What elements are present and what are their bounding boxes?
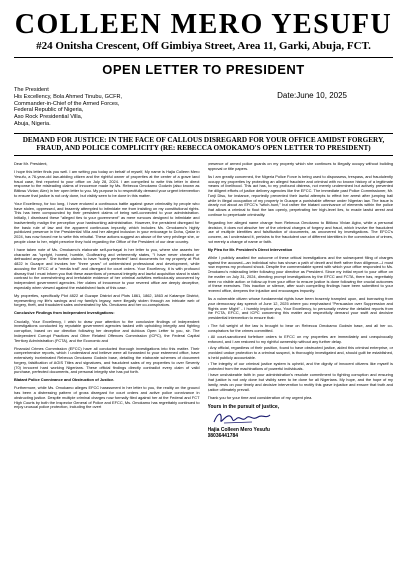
body-paragraph: My properties, specifically Plot 4822 at Guzape District and Plots 1861, 1862, 1863 at Katampe District, representing my life's savings and my family's legacy, were illegally stolen through an intricate web of forgery, theft, and fraudulent sales orchestrated by Ms. Omokamo and her co-conspirators. [14, 292, 200, 308]
letterhead-address: #24 Onitsha Crescent, Off Gimbiya Street, Area 11, Garki, Abuja, FCT. [36, 40, 371, 52]
header-divider [14, 57, 393, 58]
letter-body [14, 162, 393, 537]
bullet-item: • The integrity of our criminal justice system is upheld, and the dignity of innocent citizens like myself is protected from the machinations of powerful individuals. [207, 361, 393, 372]
recipient-line: His Excellency, Bola Ahmed Tinubu, GCFR, [14, 93, 123, 100]
recipient-line: Commander-in-Chief of the Armed Forces, [14, 100, 120, 107]
section-heading: Blatant Police Connivance and Obstruction of Justice. [14, 377, 115, 383]
letter-subtitle: OPEN LETTER TO PRESIDENT [102, 62, 305, 77]
section-heading: My Plea for Mr. President's Direct Intervention [207, 246, 293, 252]
body-paragraph: Regarding her alleged name change from Rebecca Omokamo to Bitikwu Vivian Agbo, while a personal decision, it does not absolve her of the criminal charges of forgery and fraud, which involve the fraudulent use of multiple identities and falsification of documents, as uncovered by investigations. The EFCC's concern, as I understand it, pertains to the fraudulent use of different identities in the commission of crimes, not merely a change of name or faith. [207, 219, 393, 244]
recipient-line: The President [14, 87, 49, 93]
recipient-line: Abuja, Nigeria. [14, 120, 51, 127]
body-paragraph: While I publicly awaited the outcome of these critical investigations and the subsequent filing of charges against the accused—an individual who has shown a path of deceit and theft rather than diligence—I must now express my profound shock. Despite the commendable speed with which your office responded to Ms. Omokamo's misleading letter following your directive as President. Since my initial report to your office on the matter on July 31, 2024, directing prompt investigations by the EFCC and FCTA, there has, regrettably been no visible action or follow-up from your office to ensure justice is done following the crucial outcomes of these exercises. This inaction or silence, after such compelling findings have been submitted to your revered office, deepens the injustice and encourages impunity. [207, 254, 393, 294]
body-paragraph: Your Excellency, for too long, I have endured a continuous battle against grave criminality by people who have stolen, oppressed, and brazenly attempted to intimidate me from insisting on my constitutional rights. This has been compounded by their persistent claims of being well-connected to your administration. Initially, I dismissed these "alleged ties to your government" as mere rumours designed to intimidate and inadvertently malign the perception your hardworking administration. However, the persistent disregard for the basic rule of law and the apparent continuous impunity, which includes Ms. Omokamo's highly publicized presence in the Presidential Villa and her alleged inclusion in your entourage to Doha, Qatar in 2024, has now forced me to write this rebuttal. These actions suggest an abuse of the very privilege she, or people close to her, might perceive they hold regarding the Office of the President of our dear country. [14, 200, 200, 244]
letter-headline: DEMAND FOR JUSTICE: IN THE FACE OF CALLOUS DISREGARD FOR YOUR OFFICE AMIDST FORGERY, FRAUD, AND POLICE COMPLICITY (RE: REBECCA OMOKAMO'S OPEN LETTER TO PRESIDENT) [14, 133, 393, 156]
bullet-item: • The full weight of the law is brought to bear on Rebecca Omokamo Godwin base, and all her co-conspirators for the crimes committed. [207, 323, 393, 333]
body-paragraph: Thank you for your time and consideration of my urgent plea. [207, 394, 313, 400]
section-heading: Conclusive Findings from Independent Investigations: [14, 310, 115, 316]
body-paragraph: Crucially, Your Excellency, I wish to draw your attention to the conclusive findings of independent investigations conducted by reputable government agencies tasked with upholding integrity and fighting corruption, based on our direction following her deceptive and dubious Open Letter to you, sir. The Independent Corrupt Practices and Other Related Offences Commission (ICPC), the Federal Capital Territory Administration (FCTA), and the Economic and [14, 318, 200, 343]
body-paragraph: As I am greatly concerned, the Nigeria Police Force is being used to dispossess, trespass, and fraudulently occupy my properties by protecting an alleged fraudster and criminal with no known history of a legitimate means of livelihood. This act has, to my profound distress, not merely undermined but actively prevented the diligent efforts of justice delivery agencies like the EFCC. The immediate past Police Commissioner, Mr. Tunji Disu, for instance, reportedly prevented their lawful attempts to effect her arrest after jumping bail while in illegal occupation of my property in Guzape a punishable offense under Nigerian law. The issue is clearly not about an EFCC's "witch-hunt," but rather the blatant connivance of elements within the police that allows a criminal to flout the law openly, perpetrating her high-level lies, to evade lawful arrest and continue to perpetuate criminality. [207, 173, 393, 217]
right-column [208, 162, 394, 537]
salutation: Dear Mr. President, [14, 161, 48, 166]
bullet-item: • Any official, regardless of their position, found to have obstructed justice, aided this criminal enterprise, or provided undue protection to a criminal suspect, is thoroughly investigated and, should guilt be established, is held publicly accountable. [207, 345, 393, 360]
letter-date: Date:June 10, 2025 [277, 91, 347, 100]
left-column [14, 162, 200, 537]
body-paragraph: I have taken note of Ms. Omokamo's elaborate self-portrayal in her letter to you, where she asserts her character as "upright, honest, humble, Godfearing and vehemently states, "I have never cheated or defrauded anyone." She further claims to have "solely perfected" land documents for my property at Plot 4822 in Guzape and invokes her "three years" of unblemished professional and development, while accusing the EFCC of a "media trail" and disregard for court orders. Your Excellency, it is with profound dismay that I must inform you that these assertions of personal integrity and lawful acquisition stand in stark contrast to the overwhelming and irrefutable evidence of her criminal activities meticulously uncovered by independent government agencies. Her claims of innocence to your revered office are deeply deceptive, especially when viewed against the established facts of this case. [14, 246, 200, 290]
letterhead-name: COLLEEN MERO YESUFU [14, 9, 393, 40]
sign-off: Yours in the pursuit of justice, [207, 403, 280, 410]
body-paragraph: Financial Crimes Commission (EFCC) have all conducted thorough investigations into this matter. Their comprehensive reports, which I understand and believe were all forwarded to your esteemed office, have extensively incriminated Rebecca Omokamo Godwin base, detailing the elaborate schemes of document forgery, falsification of AGIS Titles and signatures, and fraudulent sales of my properties to over Seventy (70) innocent hard working Nigerians. These official findings directly contradict every claim of valid purchase, perfected documents, and personal integrity she has put forth. [14, 345, 200, 375]
recipient-line: Aso Rock Presidential Villa, [14, 114, 83, 121]
handwritten-signature [212, 410, 272, 426]
body-paragraph: I have unshakeable faith in your administration's resolute commitment to fighting corruption and ensuring that justice is not only done but visibly seen to be done for all Nigerians. My hope, and the hope of my family, rests on your timely and decisive intervention to rectify this grave injustice and ensure that truth and justice ultimately prevail. [207, 372, 393, 392]
recipient-line: Federal Republic of Nigeria, [14, 107, 84, 114]
body-paragraph: presence of armed police guards on my property which she continues to illegally occupy without building approval or title papers. [207, 161, 393, 171]
body-paragraph: I hope this letter finds you well. I am writing you today on behalf of myself, My name is Hajia Colleen Mero Yesufu, a 76-year-old law-abiding citizen and the rightful owner of properties at the center of a grave land fraud case, first reported to your office on July 28, 2024. I am compelled to write this letter in direct response to the misleading claims of innocence made by Ms. Rebecca Omokamo Godwin (also known as Bitikwu Vivian; Alex) in her open letter to you. My purpose is to respectfully demand your urgent intervention to ensure that justice is not only done, but visibly seen to be done in this matter. [14, 169, 200, 198]
signature-block [208, 404, 394, 440]
body-paragraph: As a vulnerable citizen whose fundamental rights have been brazenly trampled upon, and borrowing from your democracy day speech of June 12, 2025 where you emphasised "Persuasion over Suppression and Rights over Might" - I humbly implore you, Your Excellency, to personally review the detailed reports from the FCTA, EFCC, and ICPC concerning this matter and respectfully demand your swift and decisive presidential intervention to ensure that: [207, 296, 393, 321]
recipient-block [14, 87, 393, 128]
signer-name: Hajia Colleen Mero Yesufu [207, 427, 270, 434]
bullet-item: • All court-sanctioned forfeiture orders to EFCC on my properties are immediately and unequivocally enforced, and I am restored to my rightful ownership without any further delay. [207, 334, 393, 345]
signer-phone: 08036441784 [207, 433, 239, 440]
body-paragraph: Furthermore, while Ms. Omokamo alleges EFCC harassment in her letter to you, the reality on the ground has been a distressing pattern of gross disregard for court orders and active police connivance in obstructing justice. Despite multiple criminal charges now formally filed against her at the Federal and FCT High Courts by both the Inspector General of Police and EFCC, Ms. Omokamo has regrettably continued to enjoy unusual police protection, including the overt [14, 385, 200, 410]
